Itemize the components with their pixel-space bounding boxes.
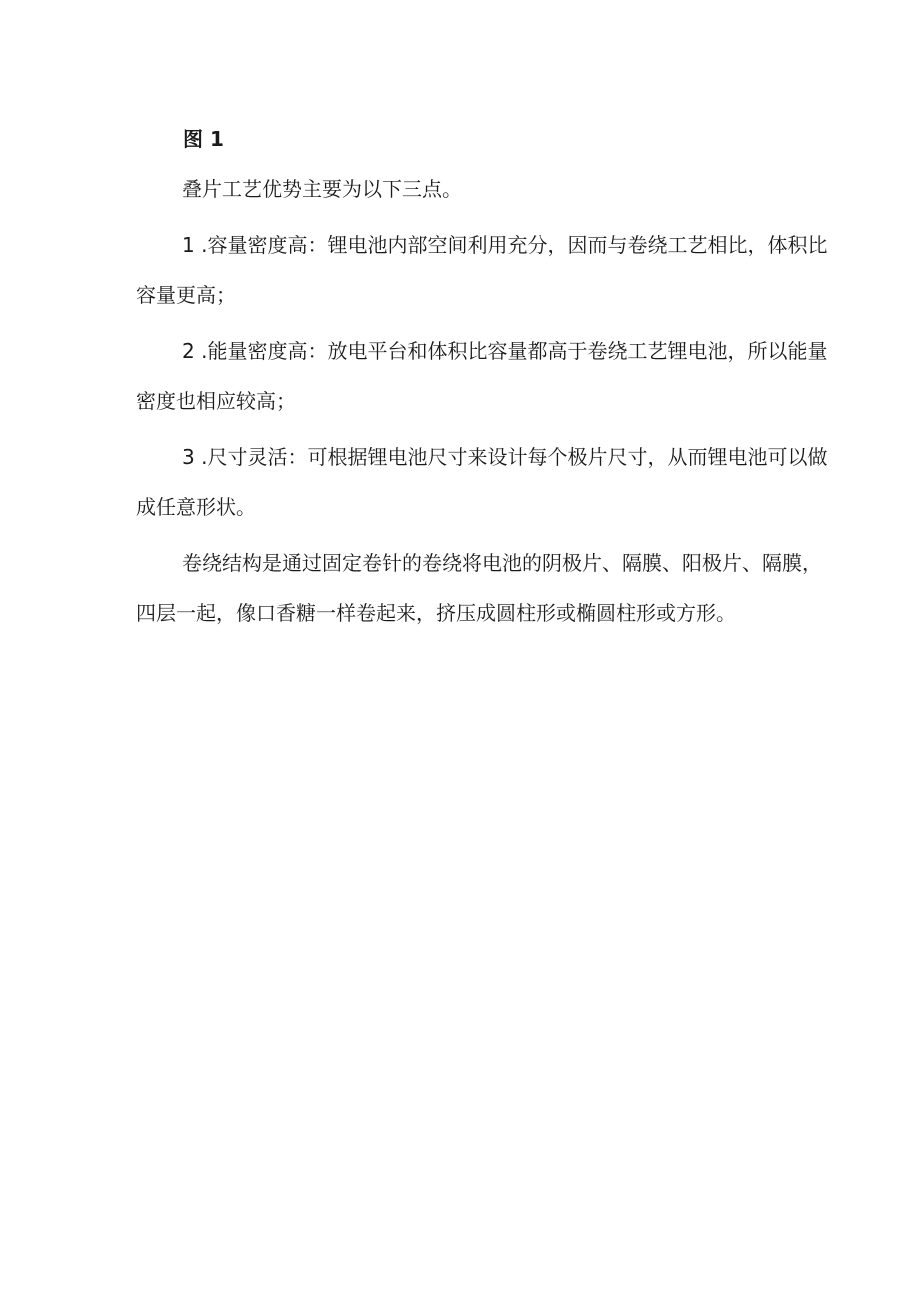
- figure-label: 图 1: [183, 127, 224, 151]
- winding-structure-paragraph: 卷绕结构是通过固定卷针的卷绕将电池的阴极片、隔膜、阳极片、隔膜，四层一起，像口香糖一样卷起来，挤压成圆柱形或椭圆柱形或方形。: [136, 551, 822, 625]
- intro-paragraph: 叠片工艺优势主要为以下三点。: [182, 177, 462, 201]
- advantage-item-2: 2 .能量密度高：放电平台和体积比容量都高于卷绕工艺锂电池，所以能量密度也相应较高；: [136, 339, 828, 413]
- advantage-item-1: 1 .容量密度高：锂电池内部空间利用充分，因而与卷绕工艺相比，体积比容量更高；: [136, 233, 828, 307]
- advantage-item-3: 3 .尺寸灵活：可根据锂电池尺寸来设计每个极片尺寸，从而锂电池可以做成任意形状。: [136, 445, 828, 519]
